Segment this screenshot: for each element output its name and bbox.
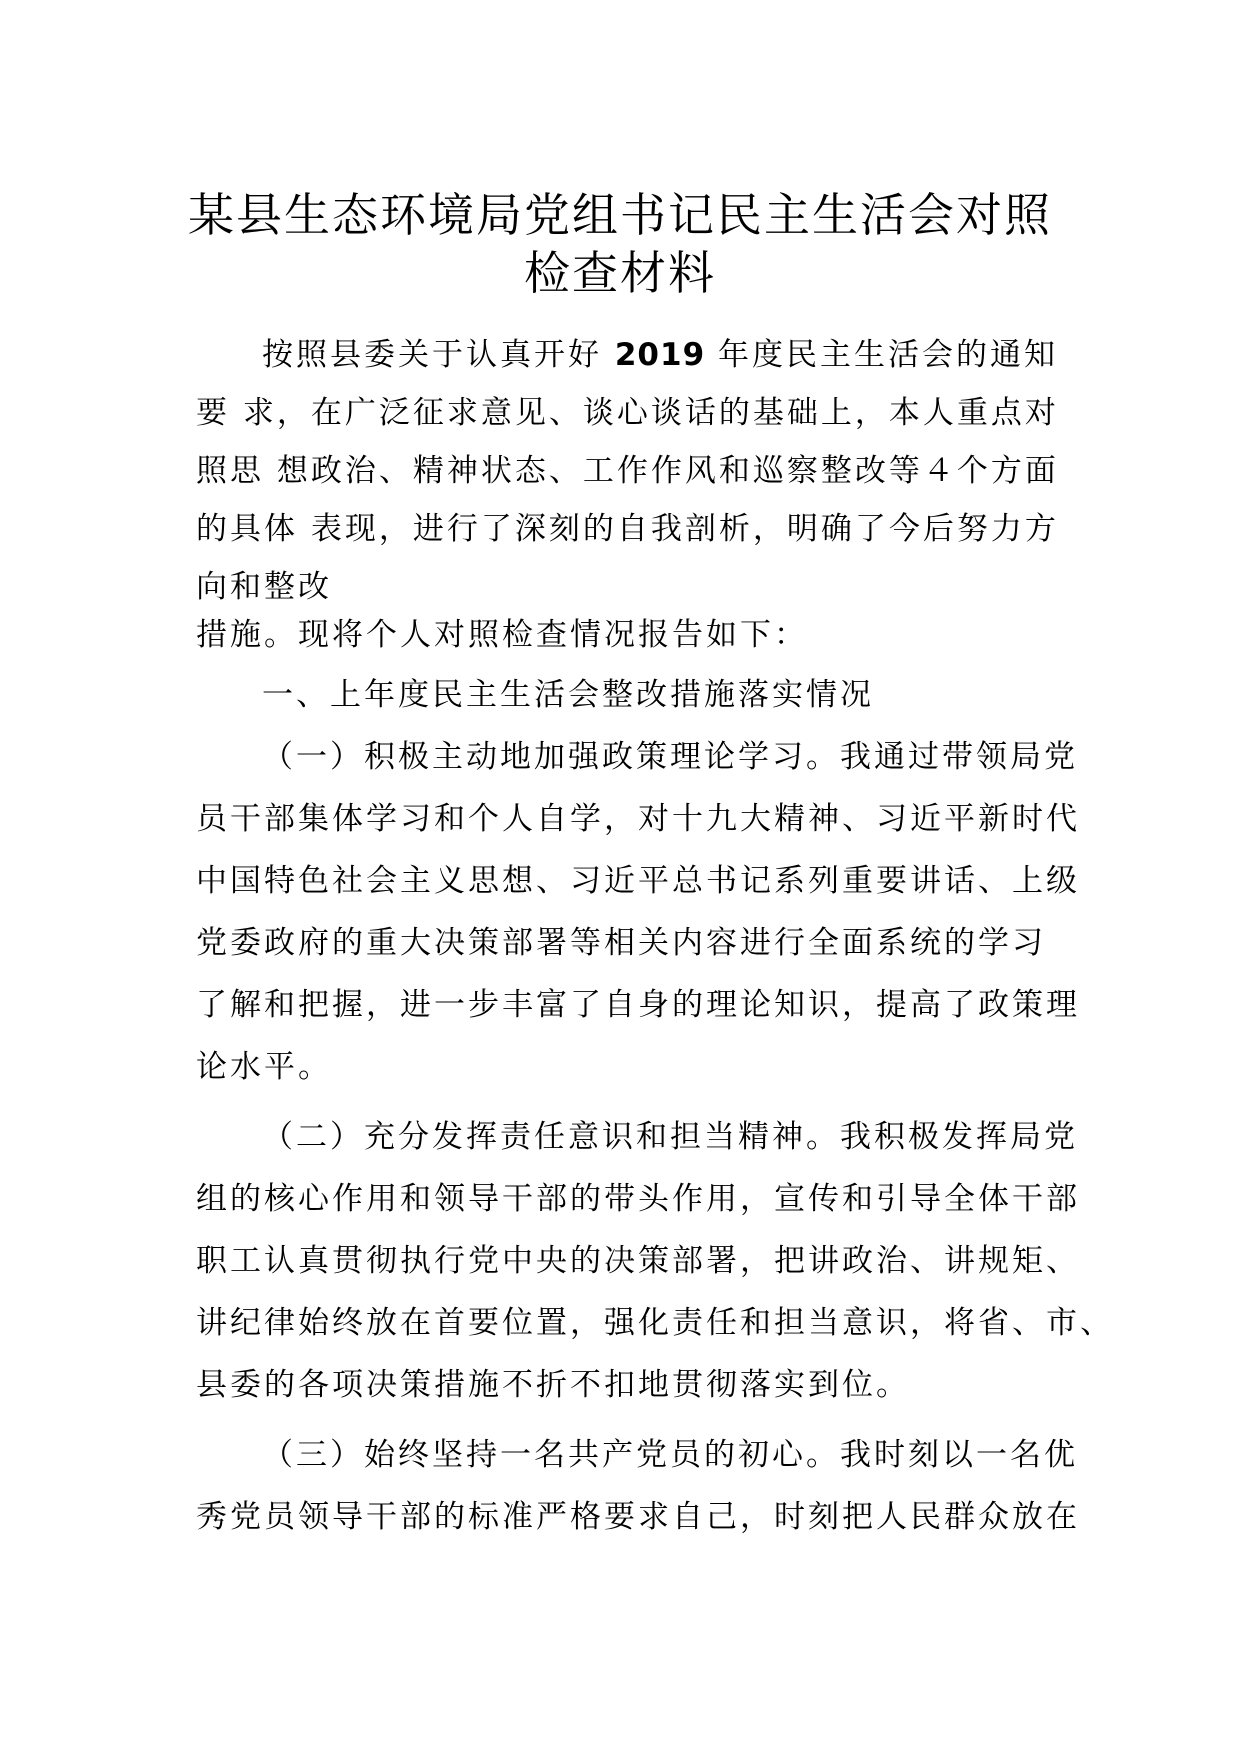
intro-year: 2019	[614, 337, 706, 373]
item-1-line-2: 员干部集体学习和个人自学，对十九大精神、习近平新时代	[196, 801, 1080, 837]
intro-line-6: 措施。现将个人对照检查情况报告如下：	[196, 617, 808, 653]
item-1-line-5: 了解和把握，进一步丰富了自身的理论知识，提高了政策理	[196, 987, 1080, 1023]
intro-line-2: 要 求，在广泛征求意见、谈心谈话的基础上，本人重点对	[196, 395, 1059, 431]
item-2-line-4: 讲纪律始终放在首要位置，强化责任和担当意识，将省、市、	[196, 1305, 1114, 1341]
item-2-line-3: 职工认真贯彻执行党中央的决策部署，把讲政治、讲规矩、	[196, 1243, 1080, 1279]
document-title-line-1: 某县生态环境局党组书记民主生活会对照	[188, 188, 1052, 242]
intro-text-before-year: 按照县委关于认真开好	[262, 337, 615, 373]
intro-text-after-year: 年度民主生活会的通知	[705, 337, 1058, 373]
item-3-line-1: （三）始终坚持一名共产党员的初心。我时刻以一名优	[262, 1437, 1078, 1473]
section-1-heading: 一、上年度民主生活会整改措施落实情况	[262, 677, 874, 713]
item-1-line-1: （一）积极主动地加强政策理论学习。我通过带领局党	[262, 739, 1078, 775]
item-2-line-2: 组的核心作用和领导干部的带头作用，宣传和引导全体干部	[196, 1181, 1080, 1217]
item-3-line-2: 秀党员领导干部的标准严格要求自己，时刻把人民群众放在	[196, 1499, 1080, 1535]
document-title-line-2: 检查材料	[524, 246, 716, 300]
item-1-line-3: 中国特色社会主义思想、习近平总书记系列重要讲话、上级	[196, 863, 1080, 899]
item-1-line-6: 论水平。	[196, 1049, 332, 1085]
intro-line-4: 的具体 表现，进行了深刻的自我剖析，明确了今后努力方	[196, 511, 1059, 547]
item-2-line-5: 县委的各项决策措施不折不扣地贯彻落实到位。	[196, 1367, 910, 1403]
intro-line-3: 照思 想政治、精神状态、工作作风和巡察整改等４个方面	[196, 453, 1059, 489]
intro-line-5: 向和整改	[196, 569, 332, 605]
intro-line-1	[262, 337, 1058, 373]
item-2-line-1: （二）充分发挥责任意识和担当精神。我积极发挥局党	[262, 1119, 1078, 1155]
item-1-line-4: 党委政府的重大决策部署等相关内容进行全面系统的学习	[196, 925, 1046, 961]
